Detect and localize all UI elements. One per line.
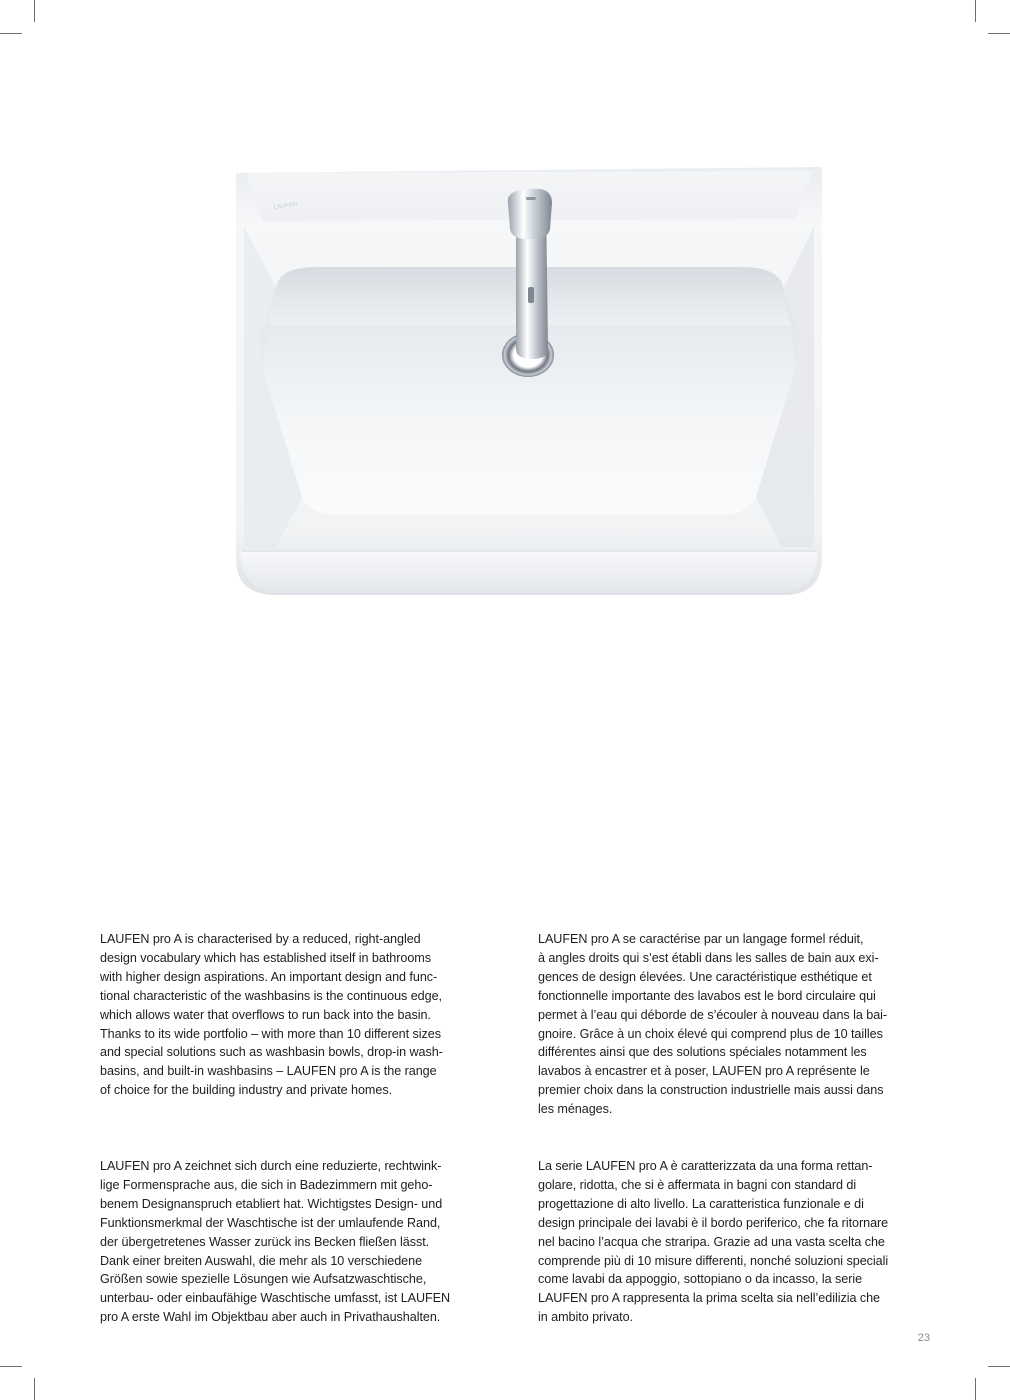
page-number: 23: [917, 1332, 930, 1344]
crop-mark: [0, 33, 22, 34]
text-line: comprende più di 10 misure differenti, nonché soluzioni speciali: [538, 1253, 889, 1268]
text-line: benem Designanspruch etabliert hat. Wichtigstes Design- und: [100, 1196, 443, 1211]
text-line: premier choix dans la construction industrielle mais aussi dans: [538, 1083, 884, 1098]
text-line: à angles droits qui s’est établi dans les salles de bain aux exi-: [538, 950, 879, 965]
text-line: permet à l’eau qui déborde de s’écouler à nouveau dans la bai-: [538, 1007, 888, 1022]
text-line: Größen sowie spezielle Lösungen wie Aufsatzwaschtische,: [100, 1272, 427, 1287]
paragraph-english: [100, 930, 485, 1100]
text-line: design vocabulary which has established itself in bathrooms: [100, 950, 431, 965]
text-line: Dank einer breiten Auswahl, die mehr als 10 verschiedene: [100, 1253, 423, 1268]
crop-mark: [988, 33, 1010, 34]
text-line: come lavabi da appoggio, sottopiano o da incasso, la serie: [538, 1272, 863, 1287]
text-line: lavabos à encastrer et à poser, LAUFEN pro A représente le: [538, 1064, 870, 1079]
text-line: golare, ridotta, che si è affermata in bagni con standard di: [538, 1177, 857, 1192]
text-line: les ménages.: [538, 1102, 613, 1117]
crop-mark: [0, 1366, 22, 1367]
text-line: Funktionsmerkmal der Waschtische ist der umlaufende Rand,: [100, 1215, 441, 1230]
crop-mark: [988, 1366, 1010, 1367]
paragraph-french: [538, 930, 923, 1119]
text-line: der übergetretenes Wasser zurück ins Becken fließen lässt.: [100, 1234, 430, 1249]
paragraph-german: [100, 1157, 485, 1327]
text-line: gences de design élevées. Une caractéristique esthétique et: [538, 969, 872, 984]
text-line: LAUFEN pro A is characterised by a reduced, right-angled: [100, 932, 421, 946]
svg-text:LAUFEN: LAUFEN: [273, 201, 298, 211]
text-line: progettazione di alto livello. La caratteristica funzionale e di: [538, 1196, 864, 1211]
crop-mark: [34, 0, 35, 22]
text-line: La serie LAUFEN pro A è caratterizzata da una forma rettan-: [538, 1159, 873, 1173]
washbasin-image: [236, 167, 822, 595]
crop-mark: [975, 0, 976, 22]
text-line: LAUFEN pro A zeichnet sich durch eine reduzierte, rechtwink-: [100, 1159, 442, 1173]
text-line: LAUFEN pro A se caractérise par un langage formel réduit,: [538, 932, 864, 946]
text-line: unterbau- oder einbaufähige Waschtische umfasst, ist LAUFEN: [100, 1291, 451, 1306]
text-line: pro A erste Wahl im Objektbau aber auch in Privathaushalten.: [100, 1310, 441, 1325]
text-line: tional characteristic of the washbasins is the continuous edge,: [100, 988, 442, 1003]
paragraph-italian: [538, 1157, 923, 1327]
text-line: design principale dei lavabi è il bordo periferico, che fa ritornare: [538, 1215, 889, 1230]
text-line: fonctionnelle importante des lavabos est le bord circulaire qui: [538, 988, 876, 1003]
text-line: with higher design aspirations. An important design and func-: [100, 969, 438, 984]
text-line: différentes ainsi que des solutions spéciales notamment les: [538, 1045, 867, 1060]
text-line: lige Formensprache aus, die sich in Badezimmern mit geho-: [100, 1177, 433, 1192]
text-line: and special solutions such as washbasin bowls, drop-in wash-: [100, 1045, 443, 1060]
text-line: which allows water that overflows to run back into the basin.: [100, 1007, 431, 1022]
text-line: gnoire. Grâce à un choix élevé qui comprend plus de 10 tailles: [538, 1026, 883, 1041]
text-line: Thanks to its wide portfolio – with more than 10 different sizes: [100, 1026, 441, 1041]
text-line: basins, and built-in washbasins – LAUFEN pro A is the range: [100, 1064, 437, 1079]
crop-mark: [34, 1378, 35, 1400]
crop-mark: [975, 1378, 976, 1400]
text-line: of choice for the building industry and private homes.: [100, 1083, 393, 1098]
text-line: in ambito privato.: [538, 1310, 633, 1325]
text-line: nel bacino l’acqua che straripa. Grazie ad una vasta scelta che: [538, 1234, 885, 1249]
text-line: LAUFEN pro A rappresenta la prima scelta sia nell’edilizia che: [538, 1291, 880, 1306]
